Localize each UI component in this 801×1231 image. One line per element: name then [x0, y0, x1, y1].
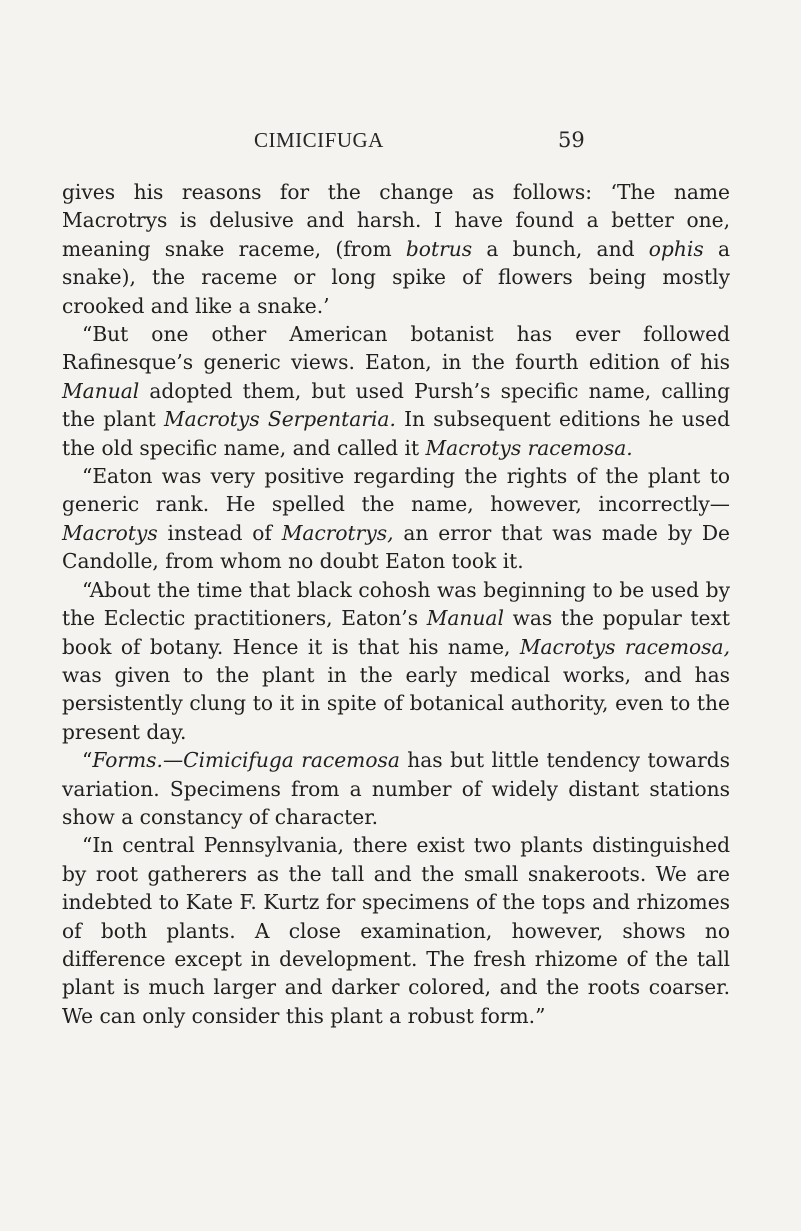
paragraph — [62, 831, 730, 1030]
text-run: gives his reasons for the change as follows: ‘The name Macrotrys is delusive and harsh. I have found a better one, meaning snake raceme, (from — [62, 180, 730, 261]
italic-text: Macrotys racemosa, — [519, 634, 730, 659]
italic-text: botrus — [405, 236, 473, 261]
text-run: “Eaton was very positive regarding the rights of the plant to generic rank. He spelled the name, however, incorrectly— — [62, 464, 730, 517]
text-run: “About the time that black cohosh was beginning to be used by the Eclectic practitioners, Eaton’s — [62, 577, 730, 631]
text-run: was the popular text book of botany. Hence it is that his name, — [62, 606, 730, 659]
italic-text: Macrotys Serpentaria. — [163, 407, 396, 432]
text-run: was given to the plant in the early medical works, and has persistently clung to it in spite of botanical authority, even to the present day. — [62, 662, 730, 744]
text-run: “ — [82, 748, 93, 773]
paragraph — [62, 462, 730, 576]
italic-text: Macrotrys, — [281, 520, 394, 545]
text-run: an error that was made by De Candolle, from whom no doubt Eaton took it. — [62, 520, 731, 574]
page-number: 59 — [558, 128, 585, 152]
paragraph — [62, 320, 730, 462]
text-run: has but little tendency towards variation. Specimens from a number of widely distant stations show a constancy of character. — [62, 748, 731, 829]
paragraph — [62, 178, 730, 320]
text-run: a snake), the raceme or long spike of flowers being mostly crooked and like a snake.’ — [62, 236, 730, 318]
text-run: In subsequent editions he used the old specific name, and called it — [62, 407, 730, 460]
body-text — [62, 178, 730, 1030]
text-run: “In central Pennsylvania, there exist two plants distinguished by root gatherers as the tall and the small snakeroots. We are indebted to Kate F. Kurtz for specimens of the tops and rhizomes of both plants. A close examination, however, shows no difference except in development. The fresh rhizome of the tall plant is much larger and darker colored, and the roots coarser. We can only consider this plant a robust form.” — [62, 833, 730, 1028]
italic-text: Macrotys — [62, 520, 158, 545]
italic-text: Forms.—Cimicifuga racemosa — [92, 748, 400, 773]
text-run: instead of — [157, 520, 282, 545]
text-run: adopted them, but used Pursh’s specific name, calling the plant — [62, 378, 730, 432]
italic-text: ophis — [648, 236, 704, 261]
italic-text: Manual — [426, 606, 504, 631]
italic-text: Macrotys racemosa. — [425, 435, 633, 460]
paragraph — [62, 576, 730, 746]
paragraph — [62, 746, 730, 831]
text-run: a bunch, and — [472, 236, 649, 261]
running-head-title: CIMICIFUGA — [254, 128, 384, 152]
text-run: “But one other American botanist has ever followed Rafinesque’s generic views. Eaton, in the fourth edition of his — [62, 322, 730, 375]
running-head — [0, 128, 801, 154]
italic-text: Manual — [62, 378, 140, 403]
